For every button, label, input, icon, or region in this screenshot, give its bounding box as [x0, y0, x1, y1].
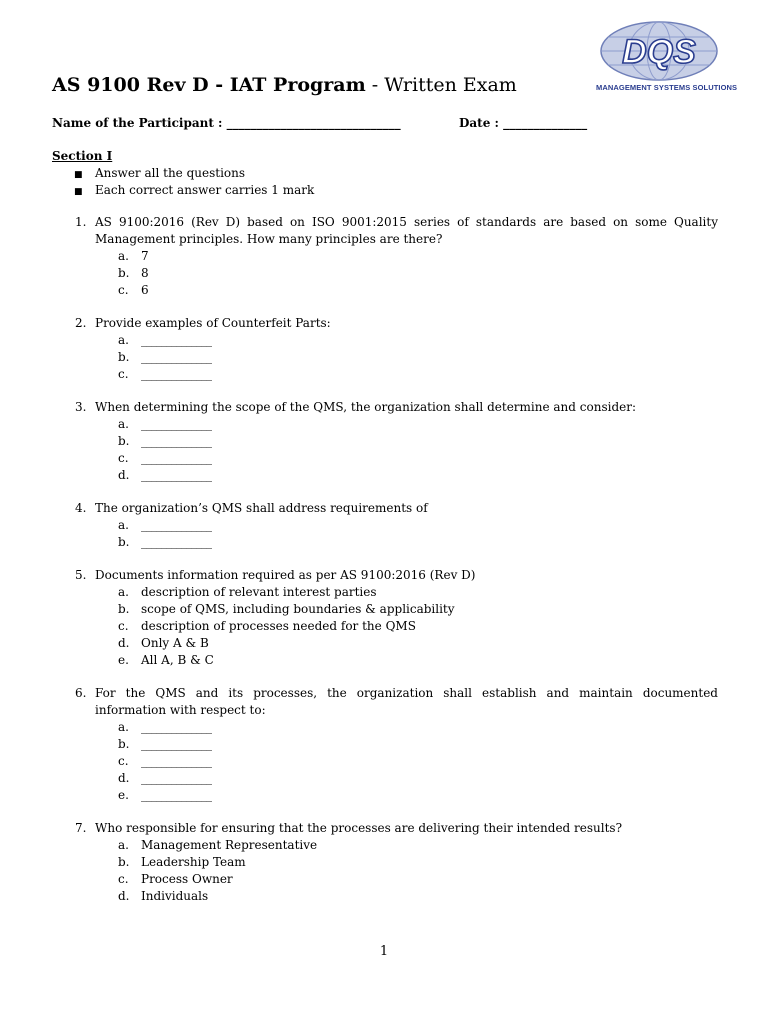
option-letter: b. — [118, 266, 130, 280]
globe-logo-icon — [596, 20, 722, 82]
answer-blank[interactable]: ______________ — [141, 535, 211, 549]
dqs-logo — [596, 20, 738, 98]
option-text: All A, B & C — [141, 653, 214, 667]
answer-blank[interactable]: ______________ — [141, 451, 211, 465]
option-letter: a. — [118, 838, 129, 852]
option-text: Only A & B — [141, 636, 209, 650]
option-text: 8 — [141, 266, 149, 280]
option-item — [118, 248, 718, 265]
question-text: Provide examples of Counterfeit Parts: — [95, 316, 331, 330]
question-head — [52, 315, 718, 332]
question-1 — [52, 214, 718, 299]
option-letter: b. — [118, 350, 130, 364]
option-item — [118, 517, 718, 534]
questions-list — [52, 214, 718, 921]
question-text: AS 9100:2016 (Rev D) based on ISO 9001:2015 series of standards are based on some Quality Management principles. How many principles are there? — [95, 215, 718, 246]
option-item — [118, 584, 718, 601]
option-letter: d. — [118, 889, 130, 903]
question-head — [52, 820, 718, 837]
question-4 — [52, 500, 718, 551]
question-2 — [52, 315, 718, 383]
option-text: Process Owner — [141, 872, 233, 886]
option-text: description of processes needed for the QMS — [141, 619, 416, 633]
logo-letters: DQS — [622, 33, 696, 71]
option-item — [118, 837, 718, 854]
option-letter: d. — [118, 468, 130, 482]
option-item — [118, 467, 718, 484]
question-number-text: 2. — [75, 316, 87, 330]
option-text: description of relevant interest parties — [141, 585, 377, 599]
question-head — [52, 685, 718, 719]
option-item — [118, 888, 718, 905]
instruction-text: Answer all the questions — [95, 166, 246, 180]
answer-blank[interactable]: ______________ — [141, 367, 211, 381]
option-item — [118, 652, 718, 669]
question-head — [52, 567, 718, 584]
answer-blank[interactable]: ______________ — [141, 771, 211, 785]
instruction-item — [74, 182, 314, 199]
answer-blank[interactable]: ______________ — [141, 788, 211, 802]
square-bullet-icon: ■ — [74, 187, 83, 197]
option-letter: a. — [118, 417, 129, 431]
options-list — [118, 837, 718, 905]
option-item — [118, 719, 718, 736]
question-head — [52, 214, 718, 248]
option-item — [118, 601, 718, 618]
question-number — [52, 315, 95, 332]
question-number-text: 1. — [75, 215, 87, 229]
option-item — [118, 635, 718, 652]
option-item — [118, 770, 718, 787]
question-number-text: 3. — [75, 400, 87, 414]
option-letter: b. — [118, 434, 130, 448]
option-letter: a. — [118, 249, 129, 263]
option-letter: e. — [118, 788, 129, 802]
question-text: Documents information required as per AS 9100:2016 (Rev D) — [95, 568, 476, 582]
answer-blank[interactable]: ______________ — [141, 417, 211, 431]
question-text: When determining the scope of the QMS, the organization shall determine and consider: — [95, 400, 637, 414]
page-title — [52, 74, 517, 96]
option-letter: b. — [118, 855, 130, 869]
answer-blank[interactable]: ______________ — [141, 754, 211, 768]
participant-row — [52, 116, 722, 130]
option-letter: b. — [118, 602, 130, 616]
question-5 — [52, 567, 718, 669]
option-letter: a. — [118, 333, 129, 347]
question-number-text: 7. — [75, 821, 87, 835]
question-6 — [52, 685, 718, 804]
option-letter: b. — [118, 535, 130, 549]
question-head — [52, 500, 718, 517]
page-number: 1 — [379, 944, 389, 959]
option-letter: d. — [118, 771, 130, 785]
instruction-item — [74, 165, 314, 182]
option-item — [118, 450, 718, 467]
option-item — [118, 349, 718, 366]
option-item — [118, 871, 718, 888]
option-letter: e. — [118, 653, 129, 667]
answer-blank[interactable]: ______________ — [141, 434, 211, 448]
question-text: The organization’s QMS shall address requirements of — [95, 501, 428, 515]
option-item — [118, 332, 718, 349]
answer-blank[interactable]: ______________ — [141, 720, 211, 734]
option-text: 6 — [141, 283, 149, 297]
option-letter: c. — [118, 754, 129, 768]
answer-blank[interactable]: ______________ — [141, 333, 211, 347]
option-item — [118, 854, 718, 871]
question-number — [52, 500, 95, 517]
question-text: Who responsible for ensuring that the processes are delivering their intended results? — [95, 821, 623, 835]
option-item — [118, 282, 718, 299]
instruction-text: Each correct answer carries 1 mark — [95, 183, 315, 197]
answer-blank[interactable]: ______________ — [141, 350, 211, 364]
question-number-text: 6. — [75, 686, 87, 700]
option-letter: b. — [118, 737, 130, 751]
option-letter: d. — [118, 636, 130, 650]
answer-blank[interactable]: ______________ — [141, 468, 211, 482]
logo-caption: MANAGEMENT SYSTEMS SOLUTIONS — [596, 83, 738, 92]
option-item — [118, 416, 718, 433]
option-letter: c. — [118, 367, 129, 381]
options-list — [118, 332, 718, 383]
option-letter: a. — [118, 720, 129, 734]
option-text: Individuals — [141, 889, 209, 903]
option-item — [118, 618, 718, 635]
question-number — [52, 214, 95, 248]
option-letter: a. — [118, 585, 129, 599]
title-rest: - Written Exam — [365, 74, 517, 96]
option-letter: c. — [118, 872, 129, 886]
answer-blank[interactable]: ______________ — [141, 737, 211, 751]
option-letter: c. — [118, 283, 129, 297]
options-list — [118, 248, 718, 299]
options-list — [118, 584, 718, 669]
option-item — [118, 534, 718, 551]
question-number-text: 4. — [75, 501, 87, 515]
square-bullet-icon: ■ — [74, 170, 83, 180]
title-bold: AS 9100 Rev D - IAT Program — [52, 74, 366, 96]
date-field[interactable]: Date : ______________ — [459, 116, 588, 130]
option-text: Leadership Team — [141, 855, 246, 869]
question-number — [52, 567, 95, 584]
question-number — [52, 399, 95, 416]
question-text: For the QMS and its processes, the organization shall establish and maintain documented information with respect to: — [95, 686, 718, 717]
options-list — [118, 719, 718, 804]
question-7 — [52, 820, 718, 905]
instructions-list — [74, 165, 314, 199]
answer-blank[interactable]: ______________ — [141, 518, 211, 532]
question-number-text: 5. — [75, 568, 87, 582]
option-item — [118, 736, 718, 753]
question-head — [52, 399, 718, 416]
question-number — [52, 685, 95, 719]
option-item — [118, 433, 718, 450]
question-3 — [52, 399, 718, 484]
option-text: 7 — [141, 249, 149, 263]
option-item — [118, 366, 718, 383]
options-list — [118, 517, 718, 551]
option-text: Management Representative — [141, 838, 318, 852]
option-text: scope of QMS, including boundaries & applicability — [141, 602, 455, 616]
participant-name-field[interactable]: Name of the Participant : _____________________________ — [52, 116, 401, 130]
option-letter: c. — [118, 451, 129, 465]
section-heading: Section I — [52, 149, 113, 163]
option-item — [118, 265, 718, 282]
option-letter: c. — [118, 619, 129, 633]
option-item — [118, 753, 718, 770]
options-list — [118, 416, 718, 484]
question-number — [52, 820, 95, 837]
option-item — [118, 787, 718, 804]
option-letter: a. — [118, 518, 129, 532]
